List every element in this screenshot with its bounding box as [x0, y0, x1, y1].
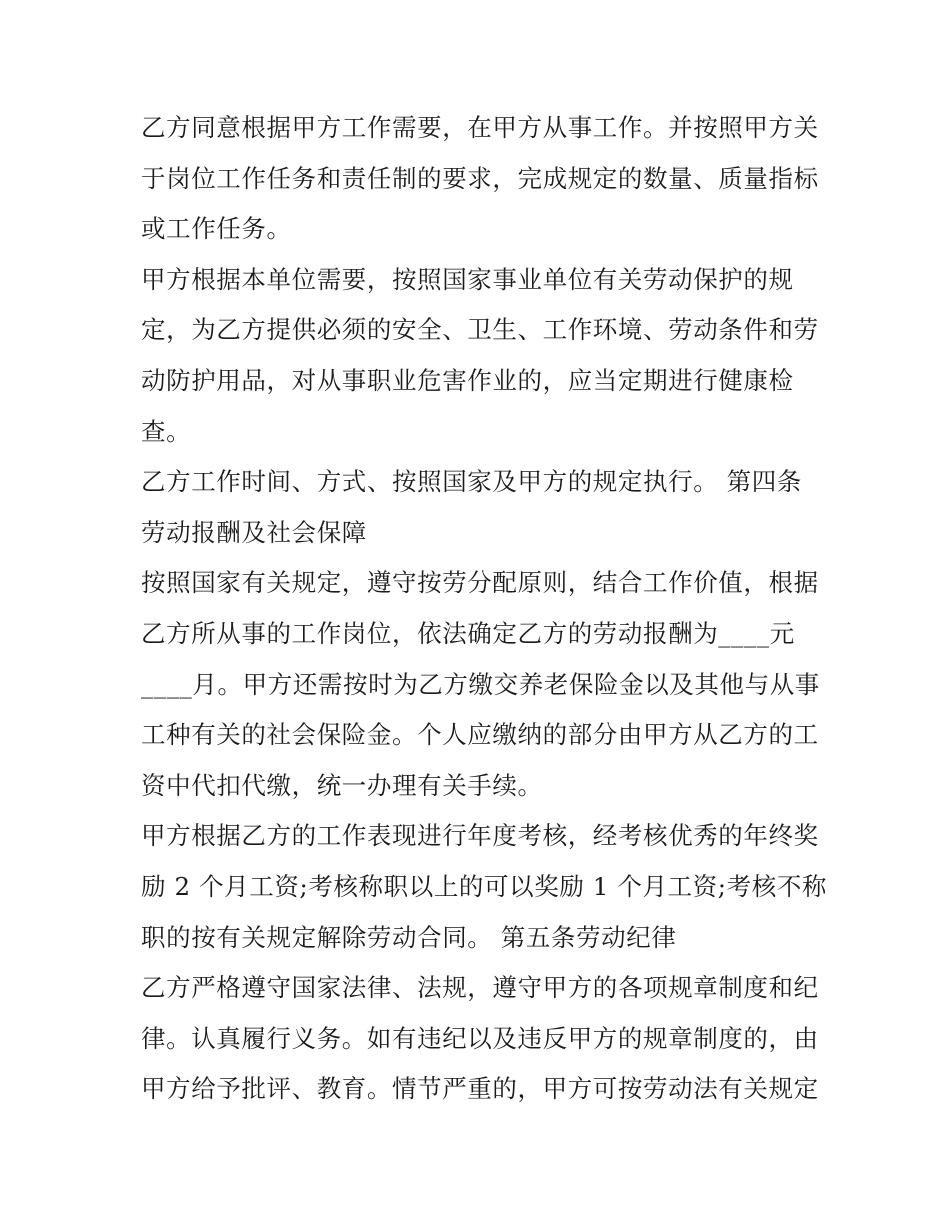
- text-line: 于岗位工作任务和责任制的要求，完成规定的数量、质量指标: [141, 163, 819, 193]
- text-line: 动防护用品，对从事职业危害作业的，应当定期进行健康检: [141, 365, 794, 395]
- text-line: 工种有关的社会保险金。个人应缴纳的部分由甲方从乙方的工: [141, 720, 819, 750]
- text-line: 律。认真履行义务。如有违纪以及违反甲方的规章制度的，由: [141, 1023, 819, 1053]
- text-line: 乙方工作时间、方式、按照国家及甲方的规定执行。 第四条: [141, 467, 802, 497]
- text-line: 定，为乙方提供必须的安全、卫生、工作环境、劳动条件和劳: [141, 315, 819, 345]
- text-line: 甲方根据乙方的工作表现进行年度考核，经考核优秀的年终奖: [141, 821, 819, 851]
- text-line: 或工作任务。: [141, 214, 292, 244]
- text-line: ____月。甲方还需按时为乙方缴交养老保险金以及其他与从事: [141, 669, 820, 699]
- text-line: 资中代扣代缴，统一办理有关手续。: [141, 770, 543, 800]
- text-line: 乙方所从事的工作岗位，依法确定乙方的劳动报酬为____元: [141, 618, 795, 648]
- text-line: 劳动报酬及社会保障: [141, 517, 367, 547]
- document-body: [141, 103, 828, 1115]
- text-line: 乙方同意根据甲方工作需要，在甲方从事工作。并按照甲方关: [141, 113, 819, 142]
- text-line: 乙方严格遵守国家法律、法规，遵守甲方的各项规章制度和纪: [141, 973, 819, 1003]
- text-line: 甲方给予批评、教育。情节严重的，甲方可按劳动法有关规定: [141, 1074, 819, 1104]
- text-line: 查。: [141, 416, 192, 446]
- text-line: 职的按有关规定解除劳动合同。 第五条劳动纪律: [141, 922, 677, 952]
- text-line: 甲方根据本单位需要，按照国家事业单位有关劳动保护的规: [141, 264, 794, 294]
- text-line: 按照国家有关规定，遵守按劳分配原则，结合工作价值，根据: [141, 568, 819, 598]
- text-line: 励 2 个月工资;考核称职以上的可以奖励 1 个月工资;考核不称: [141, 871, 828, 901]
